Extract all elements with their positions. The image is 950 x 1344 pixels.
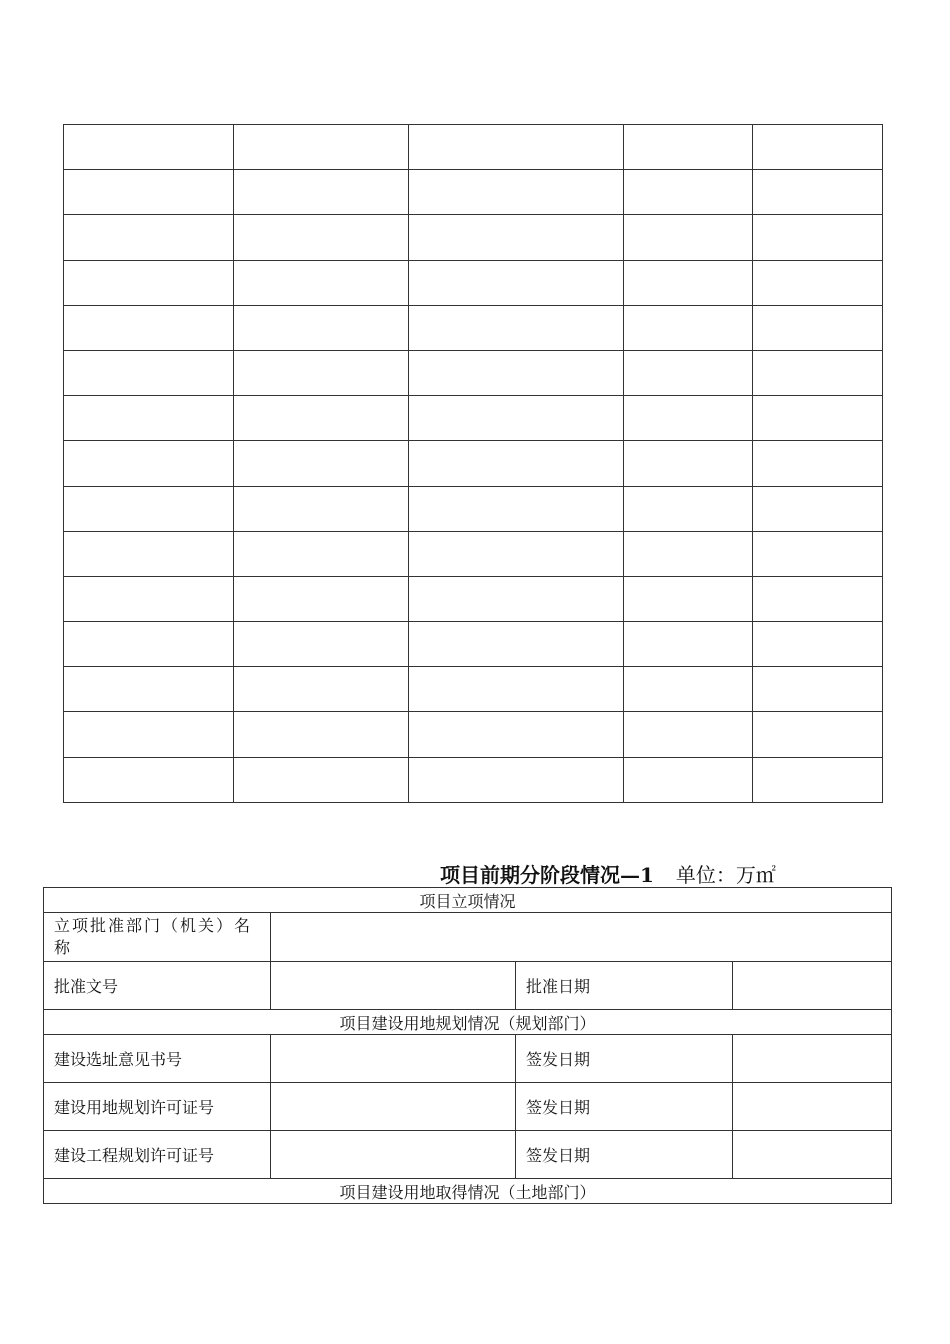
table-row — [64, 441, 883, 486]
table-row — [44, 1035, 892, 1083]
table-row — [64, 260, 883, 305]
table-row — [64, 396, 883, 441]
approval-date-label: 批准日期 — [516, 962, 733, 1010]
blank-table — [63, 124, 883, 803]
approval-doc-field[interactable] — [271, 962, 516, 1010]
site-opinion-date-field[interactable] — [733, 1035, 892, 1083]
blank-table-body — [64, 125, 883, 803]
table-row — [64, 350, 883, 395]
section-title-text: 项目前期分阶段情况—1 — [440, 863, 654, 887]
site-opinion-field[interactable] — [271, 1035, 516, 1083]
table-row — [64, 667, 883, 712]
table-row — [64, 486, 883, 531]
table-row — [64, 125, 883, 170]
site-opinion-label: 建设选址意见书号 — [44, 1035, 271, 1083]
approval-doc-label: 批准文号 — [44, 962, 271, 1010]
table-row — [44, 913, 892, 962]
issue-date-label: 签发日期 — [516, 1035, 733, 1083]
table-row — [64, 757, 883, 802]
table-row — [44, 1083, 892, 1131]
table-row — [44, 1131, 892, 1179]
land-permit-field[interactable] — [271, 1083, 516, 1131]
table-row — [64, 215, 883, 260]
engineering-permit-date-field[interactable] — [733, 1131, 892, 1179]
engineering-permit-field[interactable] — [271, 1131, 516, 1179]
table-row — [64, 712, 883, 757]
approval-dept-field[interactable] — [271, 913, 892, 962]
unit-label: 单位：万㎡ — [675, 863, 776, 887]
section-header-approval: 项目立项情况 — [44, 888, 892, 913]
section-header-planning: 项目建设用地规划情况（规划部门） — [44, 1010, 892, 1035]
table-row — [64, 305, 883, 350]
engineering-permit-label: 建设工程规划许可证号 — [44, 1131, 271, 1179]
table-row — [64, 531, 883, 576]
section-header-land: 项目建设用地取得情况（土地部门） — [44, 1179, 892, 1204]
approval-date-field[interactable] — [733, 962, 892, 1010]
project-stage-form — [43, 887, 892, 1204]
table-row — [64, 622, 883, 667]
approval-dept-label: 立项批准部门（机关）名称 — [44, 913, 271, 962]
table-row — [64, 170, 883, 215]
project-stage-form-body — [44, 888, 892, 1204]
land-permit-label: 建设用地规划许可证号 — [44, 1083, 271, 1131]
table-row — [44, 888, 892, 913]
issue-date-label: 签发日期 — [516, 1083, 733, 1131]
table-row — [44, 962, 892, 1010]
issue-date-label: 签发日期 — [516, 1131, 733, 1179]
section-title — [440, 862, 776, 888]
table-row — [44, 1179, 892, 1204]
table-row — [64, 576, 883, 621]
table-row — [44, 1010, 892, 1035]
land-permit-date-field[interactable] — [733, 1083, 892, 1131]
